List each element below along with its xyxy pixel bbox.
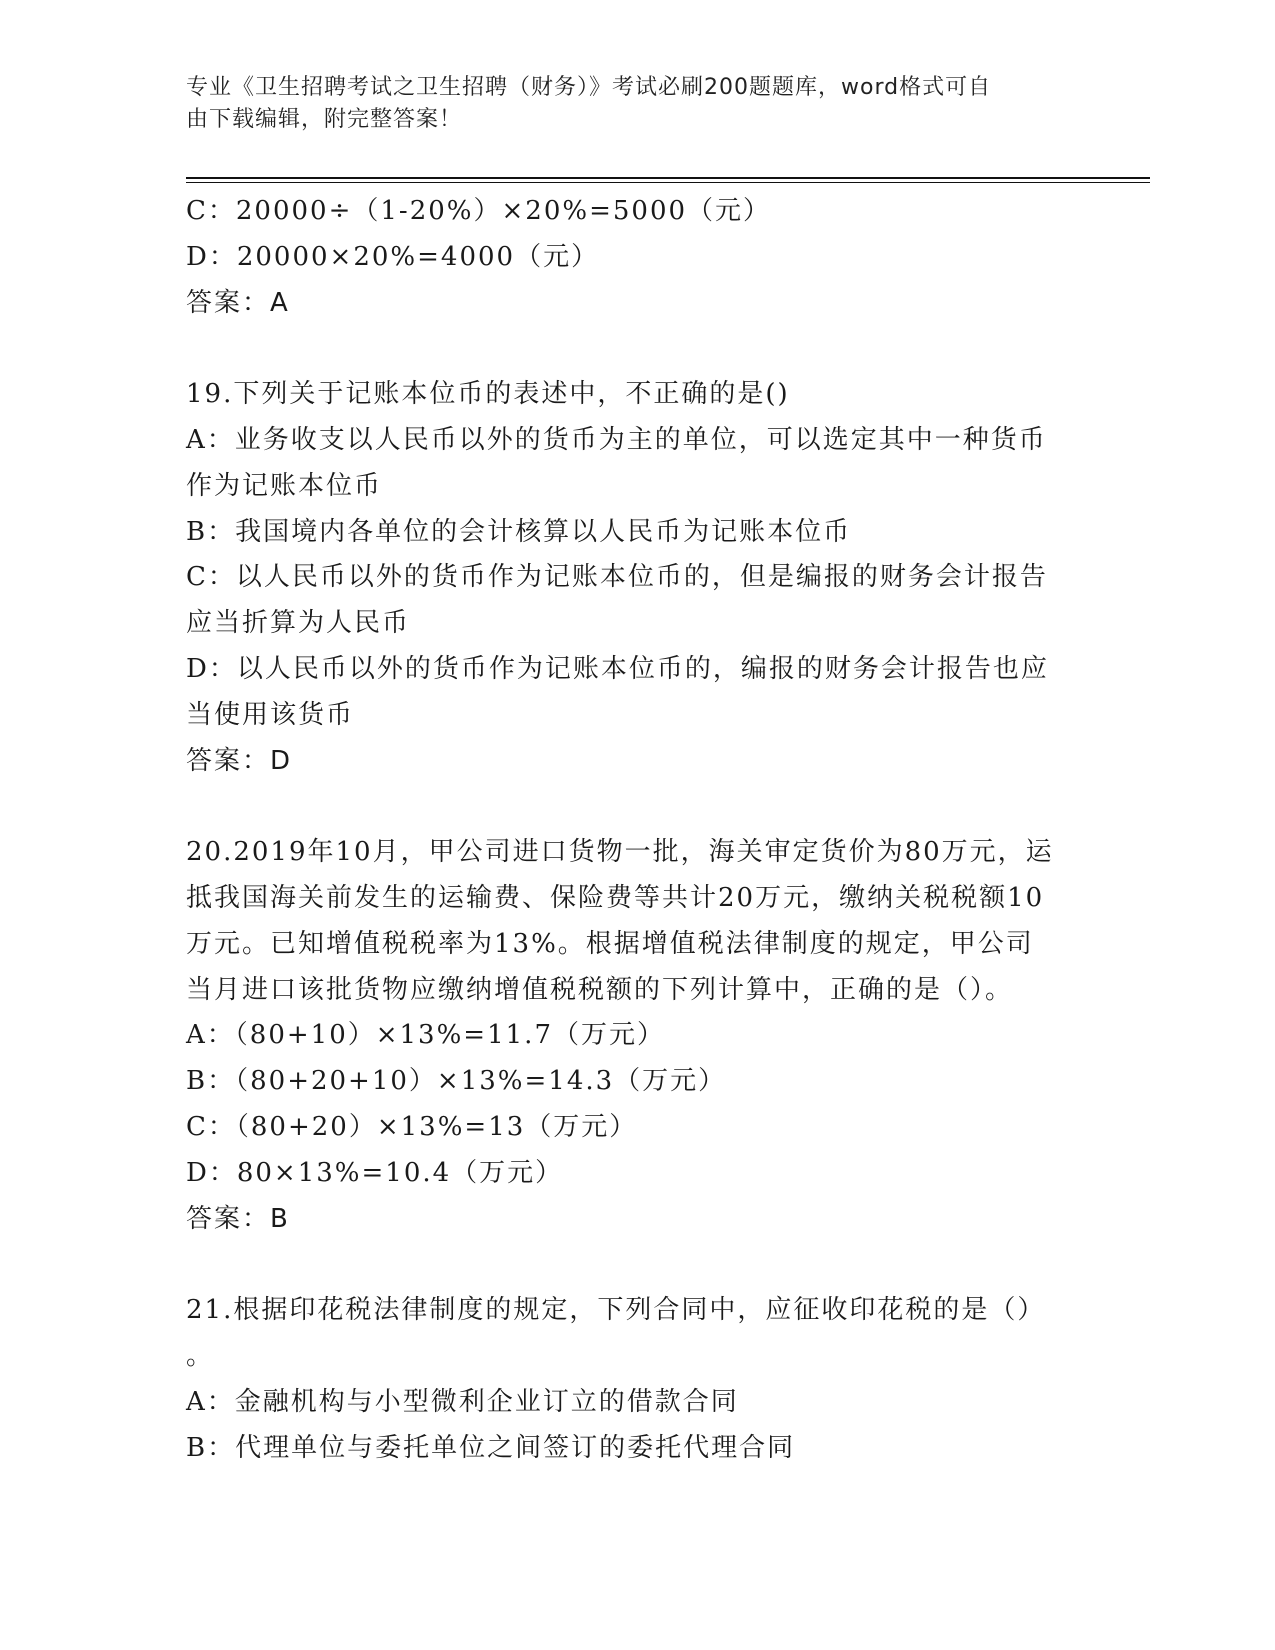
question-stem-continued: 。	[186, 1340, 215, 1371]
option-b: B：我国境内各单位的会计核算以人民币为记账本位币	[186, 516, 852, 547]
question-stem: 20.2019年10月，甲公司进口货物一批，海关审定货价为80万元，运	[186, 837, 1054, 868]
header-divider-thin	[186, 182, 1150, 183]
option-d: D：以人民币以外的货币作为记账本位币的，编报的财务会计报告也应	[186, 653, 1049, 684]
option-b: B：（80+20+10）×13%=14.3（万元）	[186, 1066, 727, 1097]
option-d: D：20000×20%=4000（元）	[186, 241, 600, 272]
header-divider-thick	[186, 177, 1150, 179]
document-body	[186, 189, 1086, 1471]
question-20	[186, 830, 1086, 1242]
question-18-tail	[186, 189, 1086, 326]
answer-line: 答案：A	[186, 287, 290, 318]
option-a: A：金融机构与小型微利企业订立的借款合同	[186, 1386, 739, 1417]
question-stem-continued: 当月进口该批货物应缴纳增值税税额的下列计算中，正确的是（）。	[186, 974, 1014, 1005]
page-header	[186, 72, 1066, 136]
option-a: A：（80+10）×13%=11.7（万元）	[186, 1020, 665, 1051]
answer-line: 答案：D	[186, 745, 293, 776]
question-stem: 21.根据印花税法律制度的规定，下列合同中，应征收印花税的是（）	[186, 1295, 1046, 1326]
question-stem: 19.下列关于记账本位币的表述中，不正确的是()	[186, 379, 790, 410]
question-stem-continued: 万元。已知增值税税率为13%。根据增值税法律制度的规定，甲公司	[186, 928, 1034, 959]
header-line-1: 专业《卫生招聘考试之卫生招聘（财务）》考试必刷200题题库，word格式可自	[186, 75, 992, 100]
option-c: C：以人民币以外的货币作为记账本位币的，但是编报的财务会计报告	[186, 562, 1048, 593]
question-19	[186, 372, 1086, 784]
option-c: C：20000÷（1-20%）×20%=5000（元）	[186, 196, 772, 226]
option-c: C：（80+20）×13%=13（万元）	[186, 1111, 638, 1142]
option-a: A：业务收支以人民币以外的货币为主的单位，可以选定其中一种货币	[186, 424, 1047, 455]
option-b: B：代理单位与委托单位之间签订的委托代理合同	[186, 1432, 796, 1463]
question-21	[186, 1288, 1086, 1471]
option-c-continued: 应当折算为人民币	[186, 608, 411, 639]
option-a-continued: 作为记账本位币	[186, 470, 383, 501]
option-d: D：80×13%=10.4（万元）	[186, 1157, 564, 1188]
answer-line: 答案：B	[186, 1203, 290, 1234]
option-d-continued: 当使用该货币	[186, 699, 355, 730]
question-stem-continued: 抵我国海关前发生的运输费、保险费等共计20万元，缴纳关税税额10	[186, 882, 1045, 913]
header-line-2: 由下载编辑，附完整答案！	[186, 107, 463, 132]
